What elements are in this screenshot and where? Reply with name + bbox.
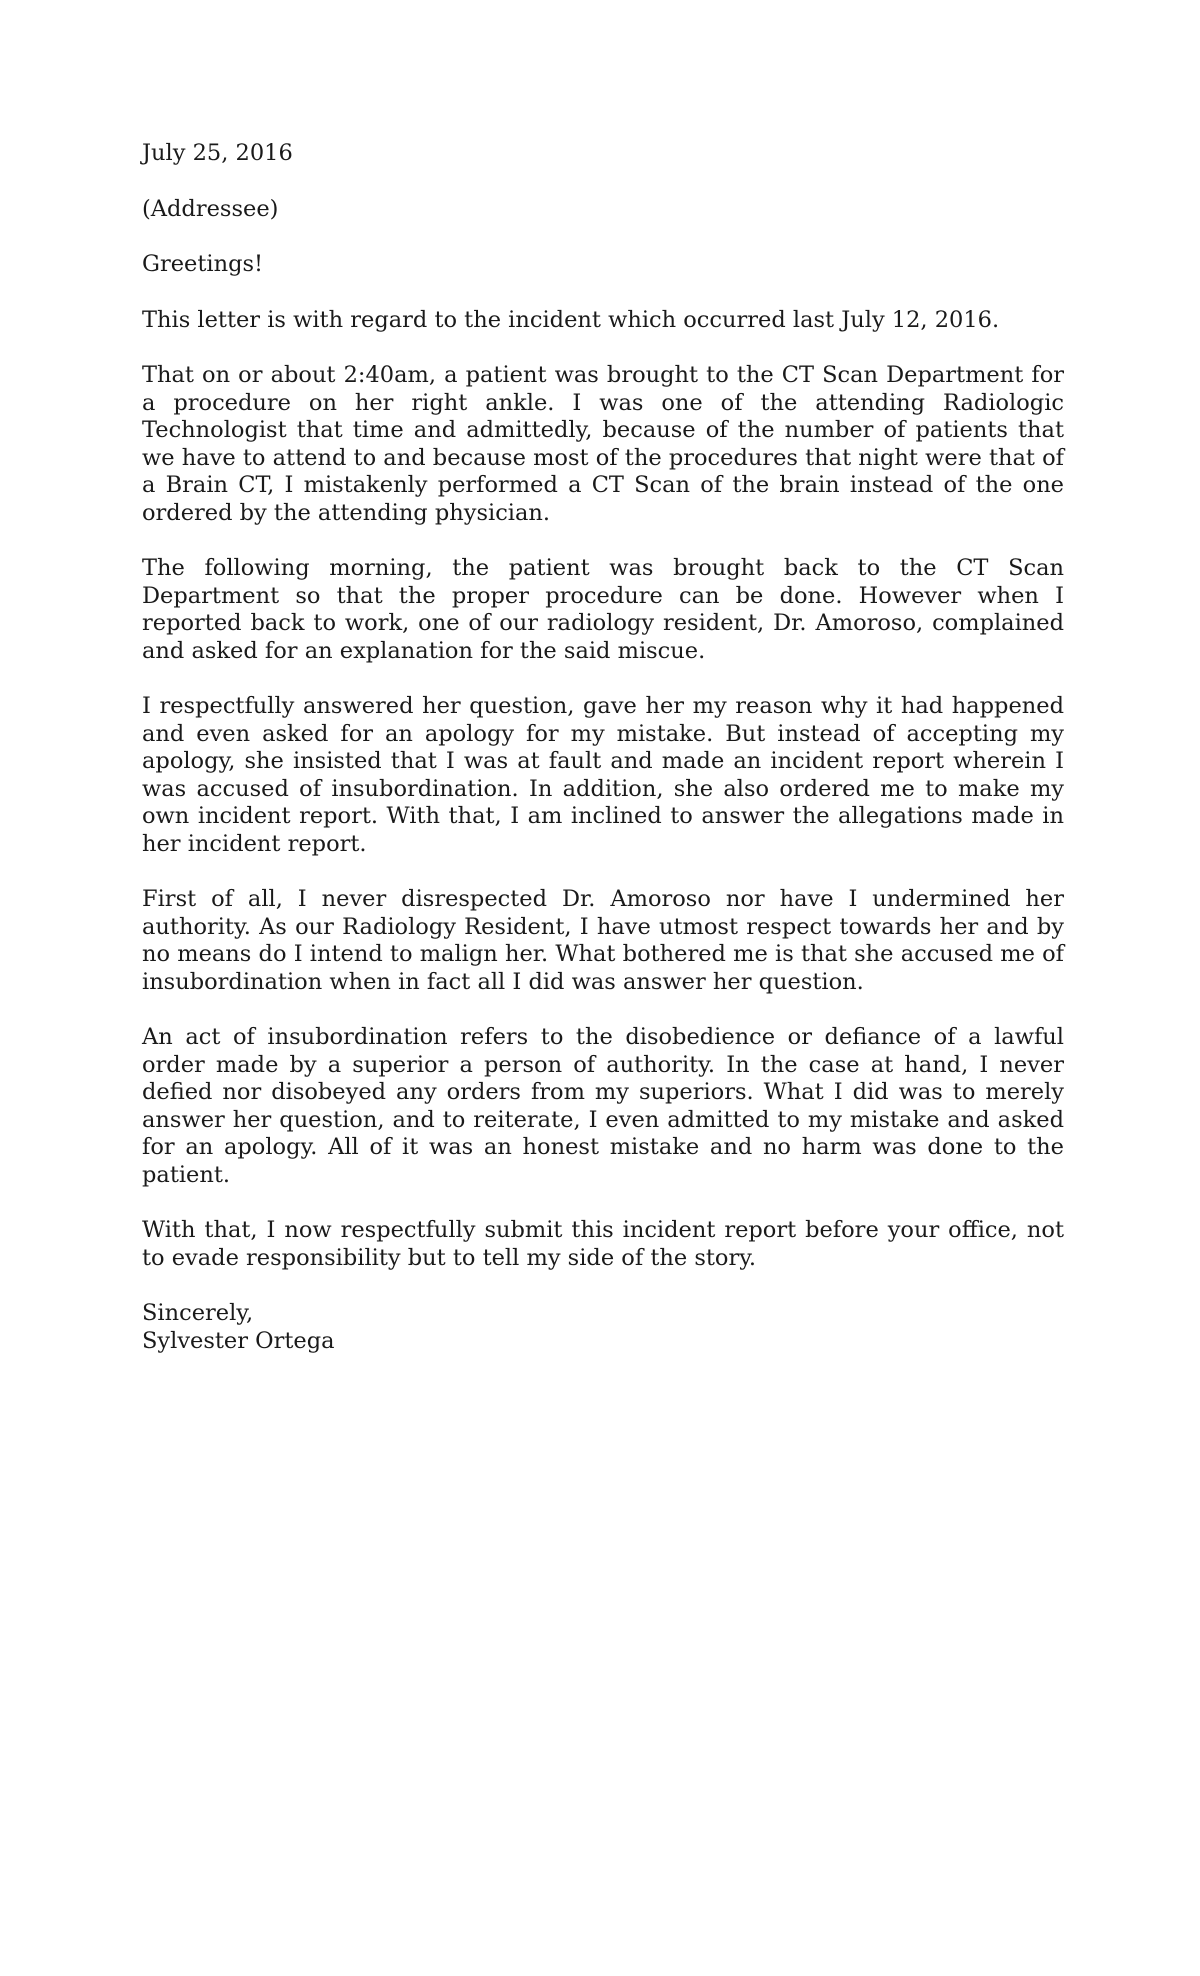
letter-greeting: Greetings! — [142, 251, 264, 277]
letter-addressee: (Addressee) — [142, 195, 279, 222]
paragraph-intro: This letter is with regard to the incident which occurred last July 12, 2016. — [142, 306, 1000, 333]
paragraph-submission: With that, I now respectfully submit this incident report before your office, not to evade responsibility but to tell my side of the story. — [142, 1217, 1064, 1271]
paragraph-respect: First of all, I never disrespected Dr. Amoroso nor have I undermined her authority. As our Radiology Resident, I have utmost respect towards her and by no means do I intend to malign her. What bothered me is that she accused me of insubordination when in fact all I did was answer her question. — [142, 886, 1064, 995]
paragraph-following-morning: The following morning, the patient was brought back to the CT Scan Department so that the proper procedure can be done. However when I reported back to work, one of our radiology resident, Dr. Amoroso, complained and asked for an explanation for the said miscue. — [142, 555, 1064, 664]
paragraph-incident: That on or about 2:40am, a patient was brought to the CT Scan Department for a procedure on her right ankle. I was one of the attending Radiologic Technologist that time and admittedly, because of the number of patients that we have to attend to and because most of the procedures that night were that of a Brain CT, I mistakenly performed a CT Scan of the brain instead of the one ordered by the attending physician. — [142, 362, 1064, 526]
paragraph-insubordination: An act of insubordination refers to the disobedience or defiance of a lawful order made by a superior a person of authority. In the case at hand, I never defied nor disobeyed any orders from my superiors. What I did was to merely answer her question, and to reiterate, I even admitted to my mistake and asked for an apology. All of it was an honest mistake and no harm was done to the patient. — [142, 1024, 1064, 1188]
letter-date: July 25, 2016 — [142, 140, 293, 166]
letter-body — [142, 140, 1064, 1355]
paragraph-response: I respectfully answered her question, gave her my reason why it had happened and even asked for an apology for my mistake. But instead of accepting my apology, she insisted that I was at fault and made an incident report wherein I was accused of insubordination. In addition, she also ordered me to make my own incident report. With that, I am inclined to answer the allegations made in her incident report. — [142, 693, 1064, 857]
letter-closing: Sincerely, — [142, 1300, 254, 1326]
signature-name: Sylvester Ortega — [142, 1327, 335, 1354]
